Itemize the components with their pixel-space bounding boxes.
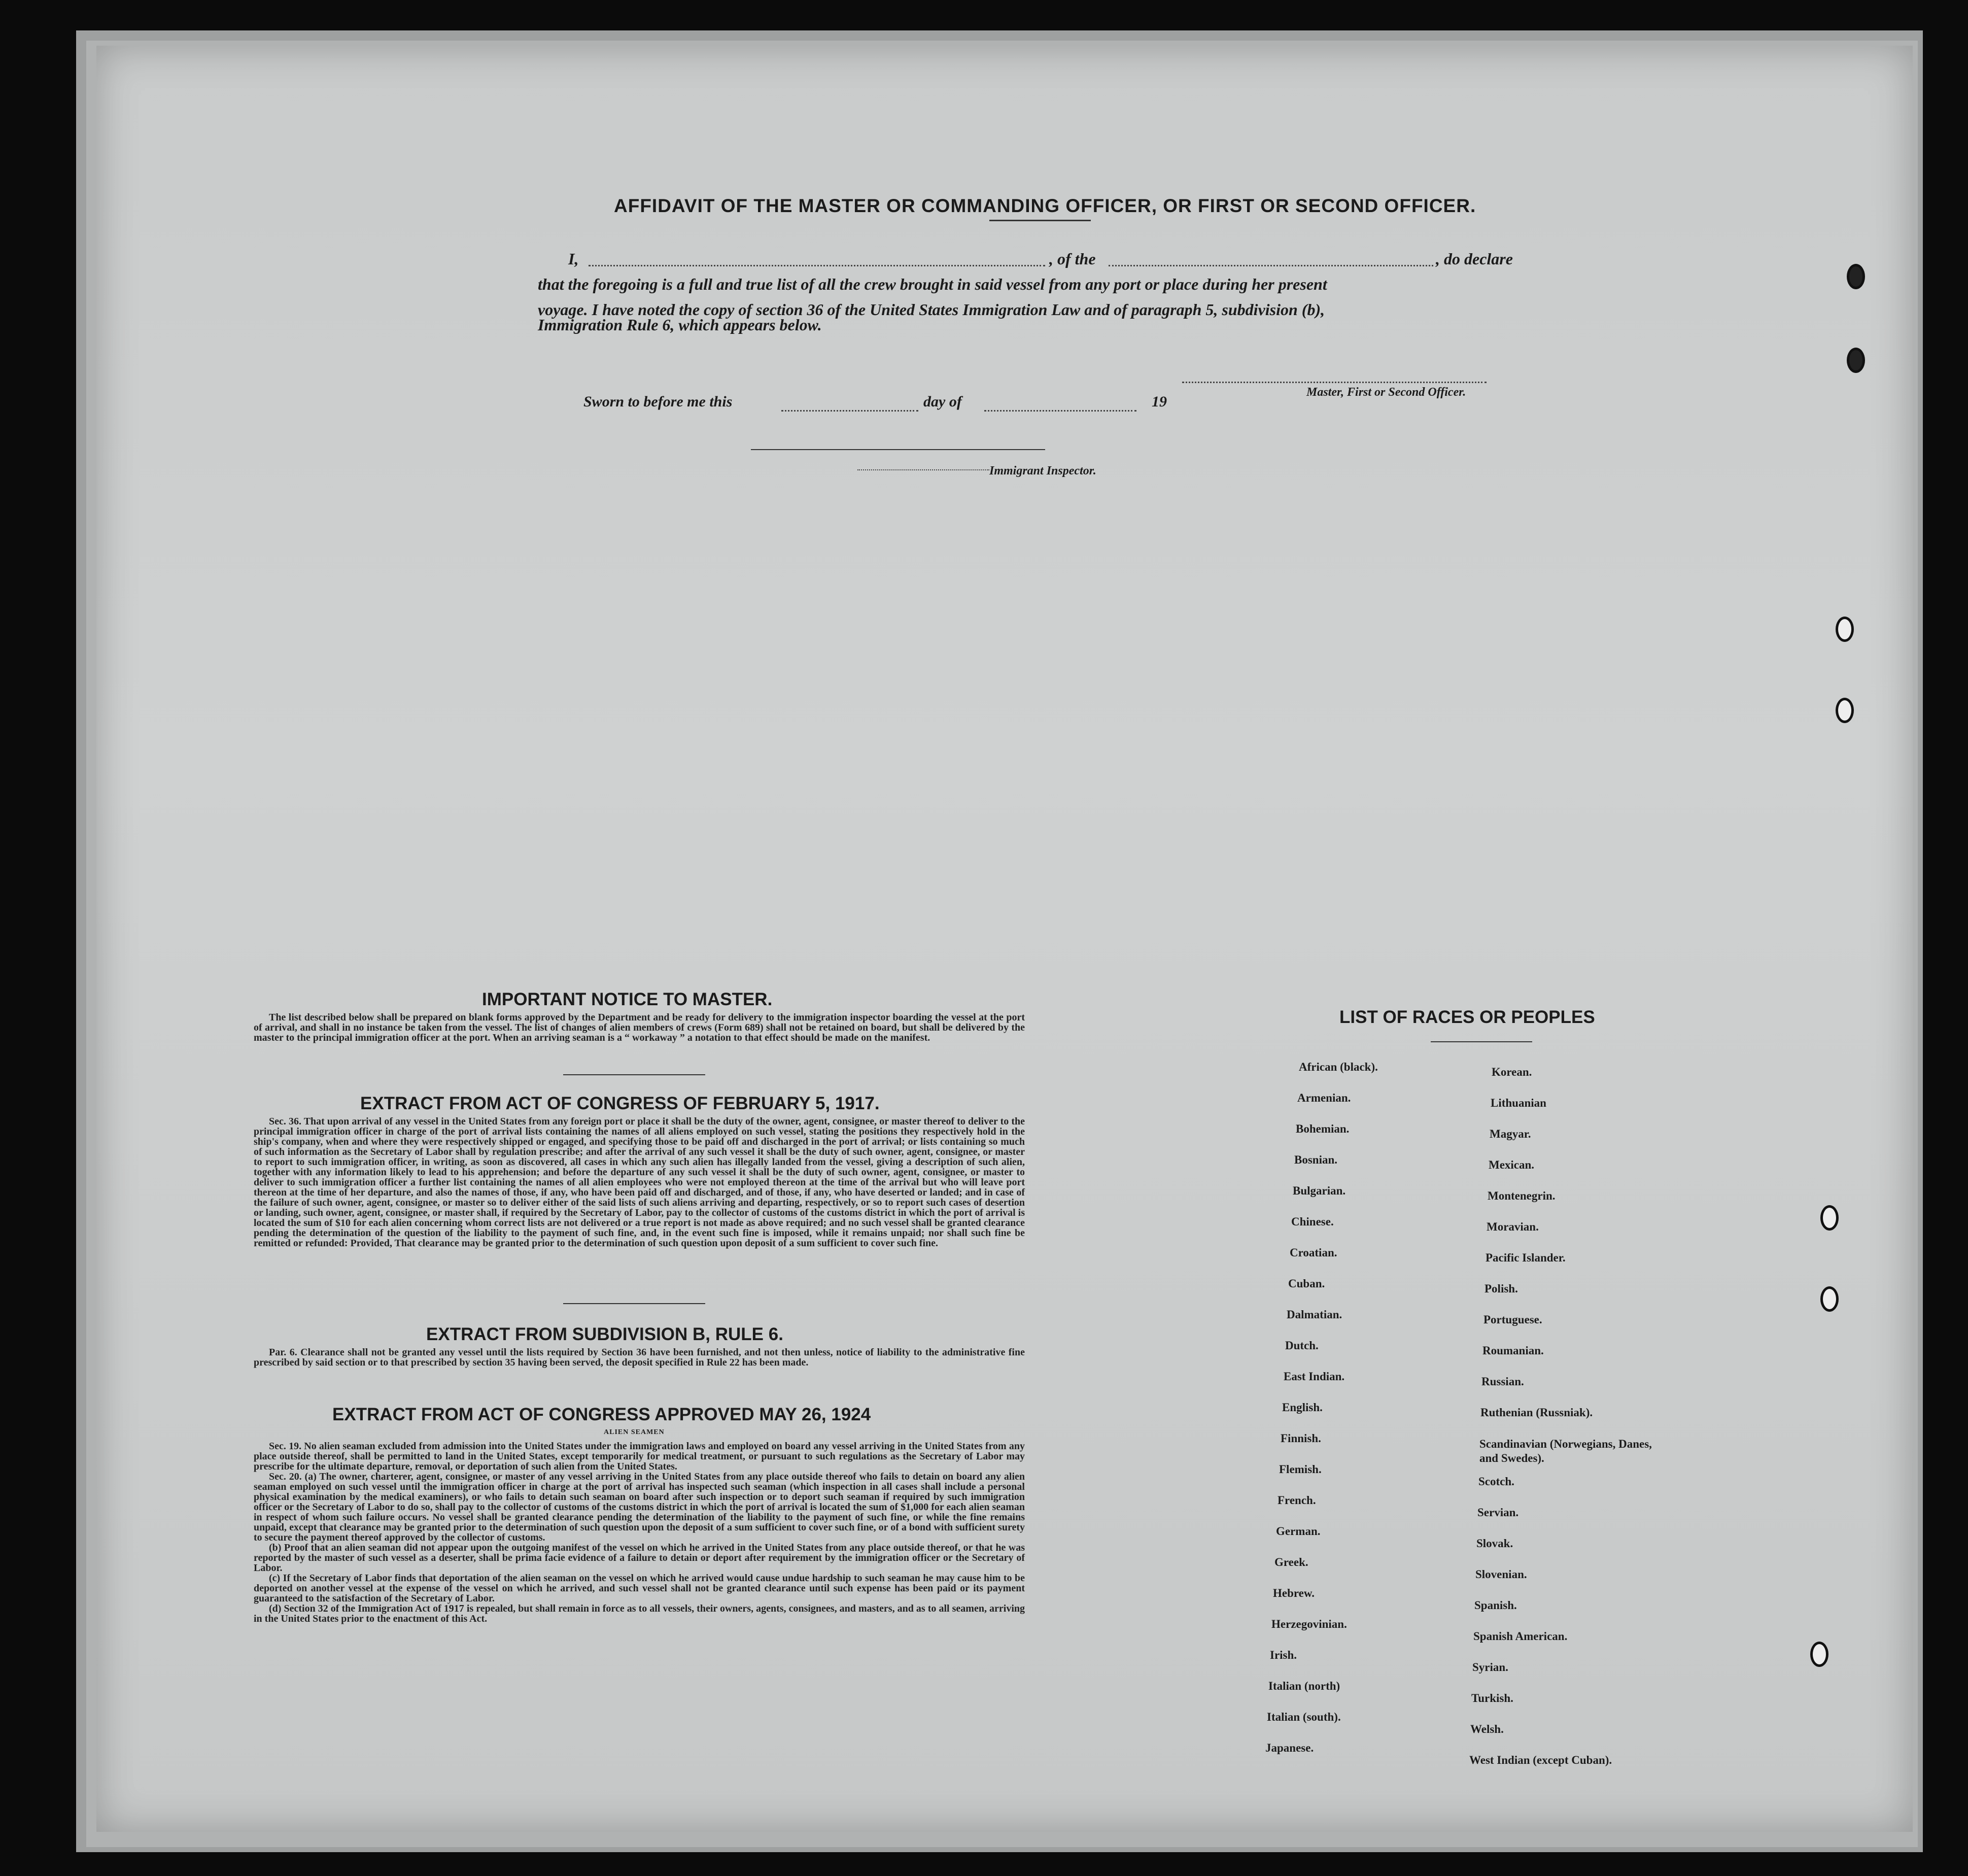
race-item: Turkish. (1471, 1692, 1513, 1704)
race-item: Japanese. (1265, 1742, 1314, 1754)
inspector-label: Immigrant Inspector. (989, 464, 1096, 477)
binder-hole-icon (1847, 264, 1865, 289)
race-item: Italian (north) (1268, 1680, 1340, 1692)
section-divider (563, 1074, 705, 1075)
extract-1924-title: EXTRACT FROM ACT OF CONGRESS APPROVED MAY 26, 1924 (332, 1405, 871, 1424)
sworn-day-blank[interactable] (781, 410, 918, 412)
race-item: Pacific Islander. (1486, 1251, 1566, 1264)
race-item: Mexican. (1489, 1158, 1535, 1171)
race-item: Syrian. (1472, 1661, 1508, 1674)
race-item: Greek. (1274, 1556, 1308, 1568)
binder-hole-icon (1820, 1286, 1839, 1312)
race-item: Scotch. (1478, 1475, 1514, 1488)
race-item: Bosnian. (1294, 1153, 1338, 1166)
notice-paragraph: The list described below shall be prepared on blank forms approved by the Department and be ready for delivery to the immigration inspector boarding the vessel at the port of arrival, and shall in no instance be taken from the vessel. The list of changes of alien members of crews (Form 689) shall not be retained on board, but shall be delivered by the master to the principal immigration officer at the port. When an arriving seaman is a “ workaway ” a notation to that effect should be made on the manifest. (254, 1012, 1025, 1043)
race-item: Dutch. (1285, 1339, 1319, 1352)
race-item: Bohemian. (1296, 1122, 1350, 1135)
affidavit-line-1 (568, 250, 578, 268)
of-the-label: , of the (1049, 250, 1096, 268)
race-item: Roumanian. (1482, 1344, 1544, 1357)
affidavit-line-2: that the foregoing is a full and true list of all the crew brought in said vessel from any port or place during her present (538, 275, 1327, 293)
notice-title: IMPORTANT NOTICE TO MASTER. (482, 990, 773, 1009)
race-item: English. (1282, 1401, 1323, 1414)
notice-text (254, 1012, 1025, 1043)
day-of-label: day of (923, 393, 962, 410)
binder-hole-icon (1836, 698, 1854, 723)
race-item: Hebrew. (1273, 1587, 1315, 1599)
races-title: LIST OF RACES OR PEOPLES (1339, 1007, 1595, 1027)
extract-rule6-title: EXTRACT FROM SUBDIVISION B, RULE 6. (426, 1324, 783, 1344)
extract-1924-text (254, 1441, 1025, 1624)
name-blank[interactable] (589, 265, 1045, 266)
race-item: Slovenian. (1475, 1568, 1527, 1581)
extract-1917-title: EXTRACT FROM ACT OF CONGRESS OF FEBRUARY 5, 1917. (360, 1094, 880, 1113)
affidavit-line-3: voyage. I have noted the copy of section 36 of the United States Immigration Law and of paragraph 5, subdivision (b), (538, 300, 1325, 319)
race-item: East Indian. (1284, 1370, 1345, 1383)
do-declare-label: , do declare (1436, 250, 1513, 268)
binder-hole-icon (1836, 617, 1854, 642)
race-item: Portuguese. (1483, 1313, 1542, 1326)
race-item: Russian. (1481, 1375, 1524, 1388)
race-item: French. (1278, 1494, 1316, 1507)
race-item: Polish. (1484, 1282, 1518, 1295)
race-item: Cuban. (1288, 1277, 1325, 1290)
race-item: Chinese. (1291, 1215, 1334, 1228)
race-item: Welsh. (1470, 1723, 1504, 1735)
race-item: West Indian (except Cuban). (1469, 1754, 1612, 1766)
race-item: Spanish American. (1473, 1630, 1568, 1643)
master-label: Master, First or Second Officer. (1306, 386, 1466, 399)
race-item: Croatian. (1290, 1246, 1337, 1259)
binder-hole-icon (1820, 1205, 1839, 1231)
race-item: Italian (south). (1267, 1711, 1341, 1723)
race-item: Magyar. (1490, 1128, 1531, 1140)
extract-1924-sec20b: (b) Proof that an alien seaman did not appear upon the outgoing manifest of the vessel on which he arrived in the United States from any place outside thereof, or that he was reported by the master of such vessel as a deserter, shall be prima facie evidence of a failure to detain or deport after requirement by the immigration officer or the Secretary of Labor. (254, 1542, 1025, 1574)
extract-rule6-paragraph: Par. 6. Clearance shall not be granted any vessel until the lists required by Section 36 have been furnished, and not then unless, notice of liability to the administrative fine prescribed by said section or to that prescribed by section 35 having been served, the deposit specified in Rule 22 has been made. (254, 1347, 1025, 1368)
race-item: Ruthenian (Russniak). (1480, 1406, 1593, 1419)
alien-seamen-subtitle: ALIEN SEAMEN (604, 1428, 665, 1436)
race-item: Finnish. (1281, 1432, 1321, 1445)
race-item: Scandinavian (Norwegians, Danes, and Swedes). (1479, 1438, 1652, 1464)
binder-hole-icon (1810, 1642, 1828, 1667)
race-item: African (black). (1299, 1061, 1378, 1073)
race-item: Irish. (1270, 1649, 1297, 1661)
binder-hole-icon (1847, 348, 1865, 373)
year-label: 19 (1152, 393, 1167, 410)
inspector-signature-line[interactable] (751, 449, 1045, 450)
title-underline (989, 220, 1091, 221)
race-item: Servian. (1477, 1506, 1519, 1519)
race-item: Spanish. (1474, 1599, 1517, 1612)
vessel-blank[interactable] (1109, 265, 1433, 266)
race-item: Moravian. (1487, 1220, 1539, 1233)
race-item: Armenian. (1297, 1092, 1351, 1104)
extract-1917-paragraph: Sec. 36. That upon arrival of any vessel in the United States from any foreign port or place it shall be the duty of the owner, agent, consignee, or master thereof to deliver to the principal immigration officer in charge of the port of arrival lists containing the names of all aliens employed on such vessel, stating the positions they respectively hold in the ship's company, when and where they were respectively shipped or engaged, and specifying those to be paid off and discharged in the port of arrival; or lists containing so much of such information as the Secretary of Labor shall by regulation prescribe; and after the arrival of any such vessel it shall be the duty of such owner, agent, consignee, or master to report to such immigration officer, in writing, as soon as discovered, all cases in which any such alien has illegally landed from the vessel, giving a description of such alien, together with any information likely to lead to his apprehension; and before the departure of any such vessel it shall be the duty of such owner, agent, consignee, or master to deliver to such immigration officer a further list containing the names of all alien employees who were not employed thereon at the time of the arrival but who will leave port thereon at the time of her departure, and also the names of those, if any, who have been paid off and discharged, and of those, if any, who have deserted or landed; and in case of the failure of such owner, agent, consignee, or master so to deliver either of the said lists of such aliens arriving and departing, respectively, or so to report such cases of desertion or landing, such owner, agent, consignee, or master shall, if required by the Secretary of Labor, pay to the collector of customs of the customs district in which the port of arrival is located the sum of $10 for each alien concerning whom correct lists are not delivered or a true report is not made as above required; and no such vessel shall be granted clearance pending the determination of the question of the liability to the payment of such fine, and, in the event such fine is imposed, while it remains unpaid; nor shall such fine be remitted or refunded: Provided, That clearance may be granted prior to the determination of such question upon deposit of a sum sufficient to cover such fine. (254, 1116, 1025, 1249)
master-signature-line[interactable] (1182, 382, 1487, 383)
race-item: Bulgarian. (1293, 1184, 1346, 1197)
affidavit-title: AFFIDAVIT OF THE MASTER OR COMMANDING OFFICER, OR FIRST OR SECOND OFFICER. (614, 195, 1476, 216)
race-item: Lithuanian (1491, 1097, 1546, 1109)
extract-rule6-text (254, 1347, 1025, 1368)
extract-1924-sec20a: Sec. 20. (a) The owner, charterer, agent, consignee, or master of any vessel arriving in the United States from any place outside thereof who fails to detain on board any alien seaman employed on such vessel until the immigration officer in charge at the port of arrival has inspected such seaman (which inspection in all cases shall include a personal physical examination by the medical examiners), or who fails to detain such seaman on board after such inspection or to deport such seaman if required by such immigration officer or the Secretary of Labor to do so, shall pay to the collector of customs of the customs district in which the port of arrival is located the sum of $1,000 for each alien seaman in respect of whom such failure occurs. No vessel shall be granted clearance pending the determination of the liability to the payment of such fine, or while the fine remains unpaid, except that clearance may be granted prior to the determination of such question upon the deposit of a sum sufficient to cover such fine, or of a bond with sufficient surety to secure the payment thereof approved by the collector of customs. (254, 1471, 1025, 1543)
race-item: Dalmatian. (1287, 1308, 1342, 1321)
extract-1924-sec20c: (c) If the Secretary of Labor finds that deportation of the alien seaman on the vessel on which he arrived would cause undue hardship to such seaman he may cause him to be deported on another vessel at the expense of the vessel on which he arrived, and such vessel shall not be granted clearance until such expense has been paid or its payment guaranteed to the satisfaction of the Secretary of Labor. (254, 1573, 1025, 1604)
extract-1924-sec20d: (d) Section 32 of the Immigration Act of 1917 is repealed, but shall remain in force as to all vessels, their owners, agents, consignees, and masters, and as to all seamen, arriving in the United States prior to the enactment of this Act. (254, 1603, 1025, 1624)
race-item: Montenegrin. (1488, 1189, 1556, 1202)
race-item: Herzegovinian. (1271, 1618, 1347, 1630)
affidavit-line-4: Immigration Rule 6, which appears below. (538, 316, 822, 334)
races-title-underline (1431, 1041, 1532, 1042)
race-item: German. (1276, 1525, 1321, 1538)
sworn-label: Sworn to before me this (583, 393, 733, 410)
inspector-dotted-line (857, 469, 989, 470)
extract-1924-sec19: Sec. 19. No alien seaman excluded from admission into the United States under the immigration laws and employed on board any vessel arriving in the United States from any place outside thereof, shall be permitted to land in the United States, except temporarily for medical treatment, or pursuant to such regulations as the Secretary of Labor may prescribe for the ultimate departure, removal, or deportation of such alien from the United States. (254, 1441, 1025, 1472)
sworn-month-blank[interactable] (984, 410, 1136, 412)
affidavit-i: I, (568, 250, 579, 268)
race-item: Slovak. (1476, 1537, 1513, 1550)
race-item: Korean. (1492, 1066, 1532, 1078)
race-item: Flemish. (1279, 1463, 1322, 1476)
section-divider (563, 1303, 705, 1304)
extract-1917-text (254, 1116, 1025, 1248)
